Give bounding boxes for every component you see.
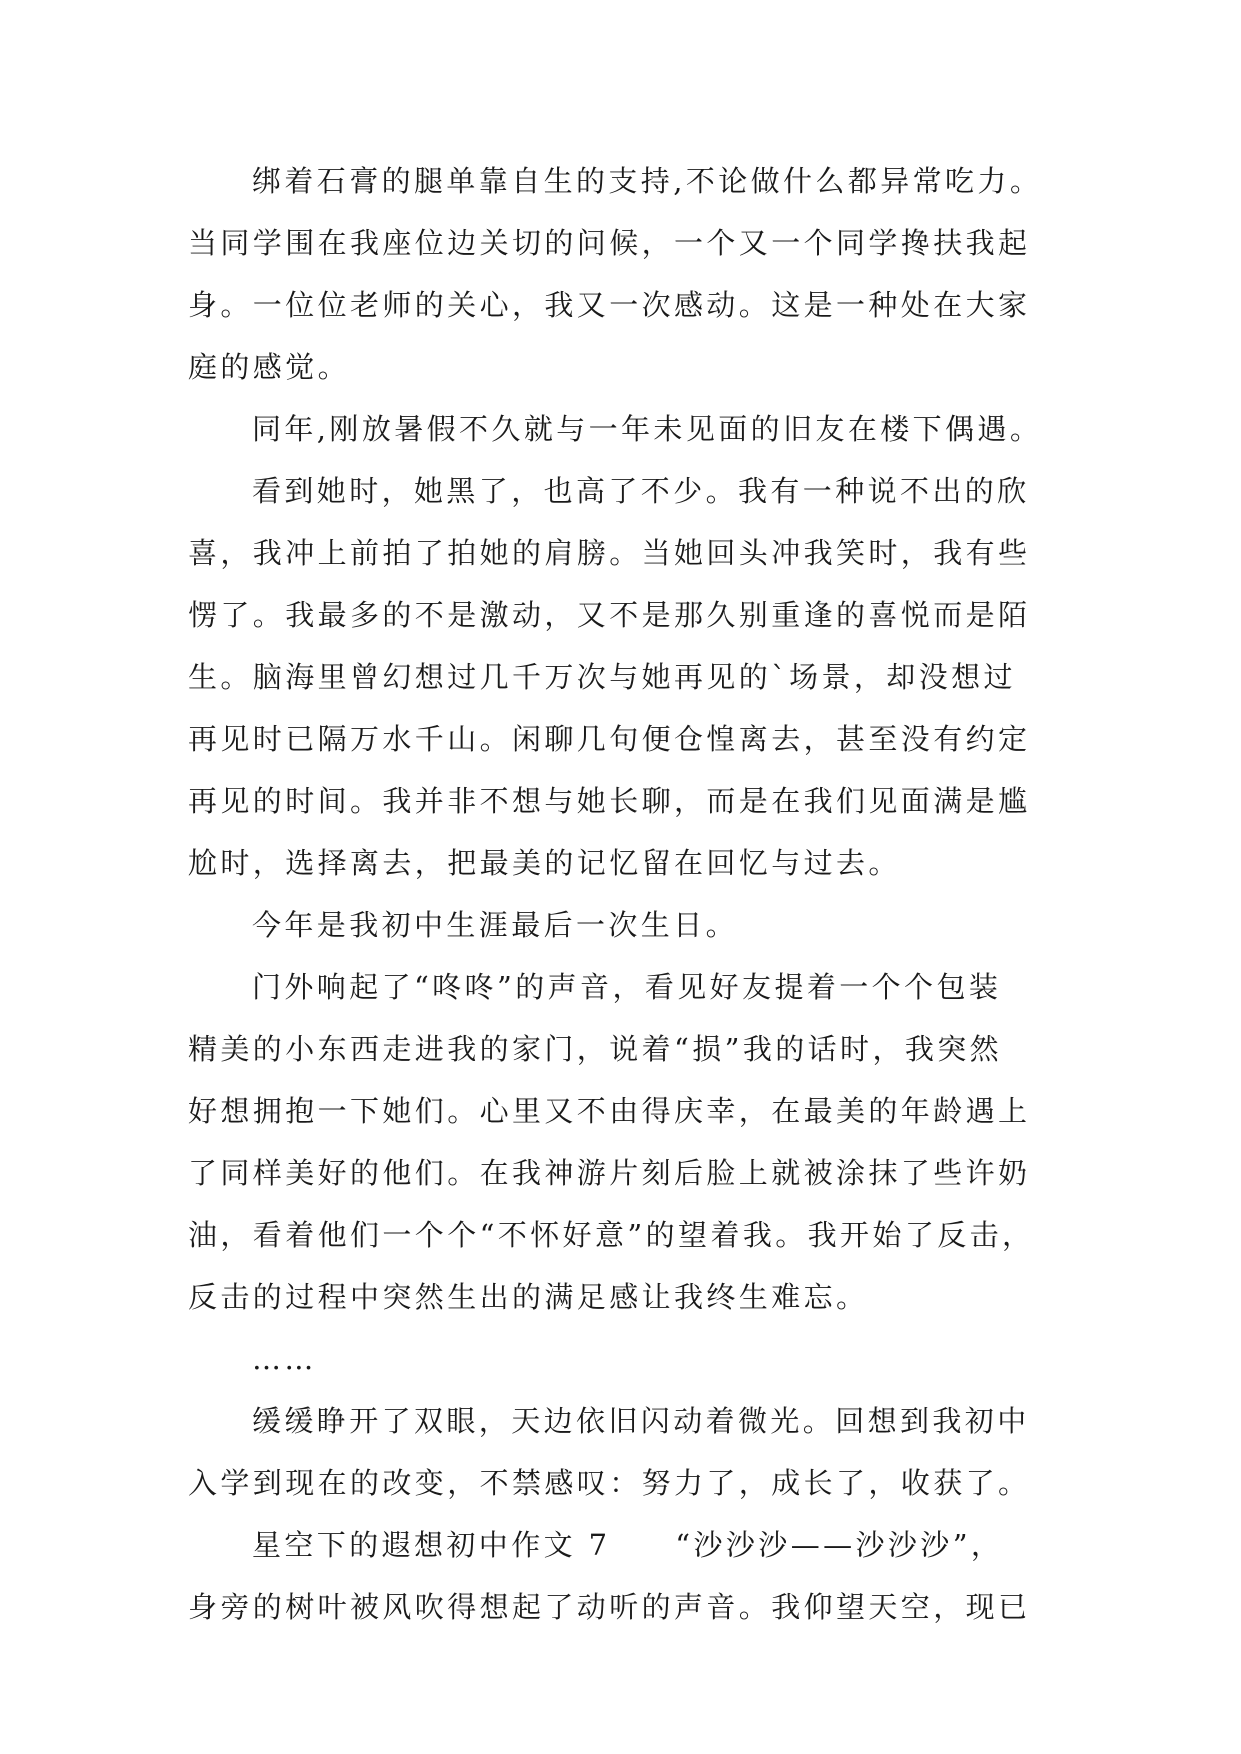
paragraph-line: 了同样美好的他们。在我神游片刻后脸上就被涂抹了些许奶 xyxy=(188,1156,1031,1190)
paragraph-line: 喜，我冲上前拍了拍她的肩膀。当她回头冲我笑时，我有些 xyxy=(188,536,1031,570)
paragraph-line: 好想拥抱一下她们。心里又不由得庆幸，在最美的年龄遇上 xyxy=(188,1094,1031,1128)
paragraph-line: 愣了。我最多的不是激动，又不是那久别重逢的喜悦而是陌 xyxy=(188,598,1031,632)
paragraph-line: 门外响起了“咚咚”的声音，看见好友提着一个个包装 xyxy=(252,970,1002,1004)
paragraph-line: 当同学围在我座位边关切的问候，一个又一个同学搀扶我起 xyxy=(188,226,1031,260)
paragraph-line: 身旁的树叶被风吹得想起了动听的声音。我仰望天空，现已 xyxy=(188,1590,1031,1624)
paragraph-line: 生。脑海里曾幻想过几千万次与她再见的`场景，却没想过 xyxy=(188,660,1016,694)
essay-body xyxy=(188,150,1088,1638)
paragraph-line: 精美的小东西走进我的家门，说着“损”我的话时，我突然 xyxy=(188,1032,1003,1066)
paragraph-line: 再见时已隔万水千山。闲聊几句便仓惶离去，甚至没有约定 xyxy=(188,722,1031,756)
paragraph-line: 绑着石膏的腿单靠自生的支持,不论做什么都异常吃力。 xyxy=(252,164,1043,198)
paragraph-line: 庭的感觉。 xyxy=(188,350,351,384)
paragraph-line: 同年,刚放暑假不久就与一年未见面的旧友在楼下偶遇。 xyxy=(252,412,1043,446)
paragraph-line: 身。一位位老师的关心，我又一次感动。这是一种处在大家 xyxy=(188,288,1031,322)
paragraph-line: 油，看着他们一个个“不怀好意”的望着我。我开始了反击， xyxy=(188,1218,1035,1252)
paragraph-line: 看到她时，她黑了，也高了不少。我有一种说不出的欣 xyxy=(252,474,1030,508)
section-title-line: 星空下的遐想初中作文 7 “沙沙沙——沙沙沙”， xyxy=(252,1528,1004,1562)
ellipsis-line: …… xyxy=(252,1342,317,1376)
paragraph-line: 缓缓睁开了双眼，天边依旧闪动着微光。回想到我初中 xyxy=(252,1404,1030,1438)
paragraph-line: 反击的过程中突然生出的满足感让我终生难忘。 xyxy=(188,1280,869,1314)
paragraph-line: 今年是我初中生涯最后一次生日。 xyxy=(252,908,739,942)
paragraph-line: 再见的时间。我并非不想与她长聊，而是在我们见面满是尴 xyxy=(188,784,1031,818)
paragraph-line: 入学到现在的改变，不禁感叹：努力了，成长了，收获了。 xyxy=(188,1466,1031,1500)
paragraph-line: 尬时，选择离去，把最美的记忆留在回忆与过去。 xyxy=(188,846,901,880)
